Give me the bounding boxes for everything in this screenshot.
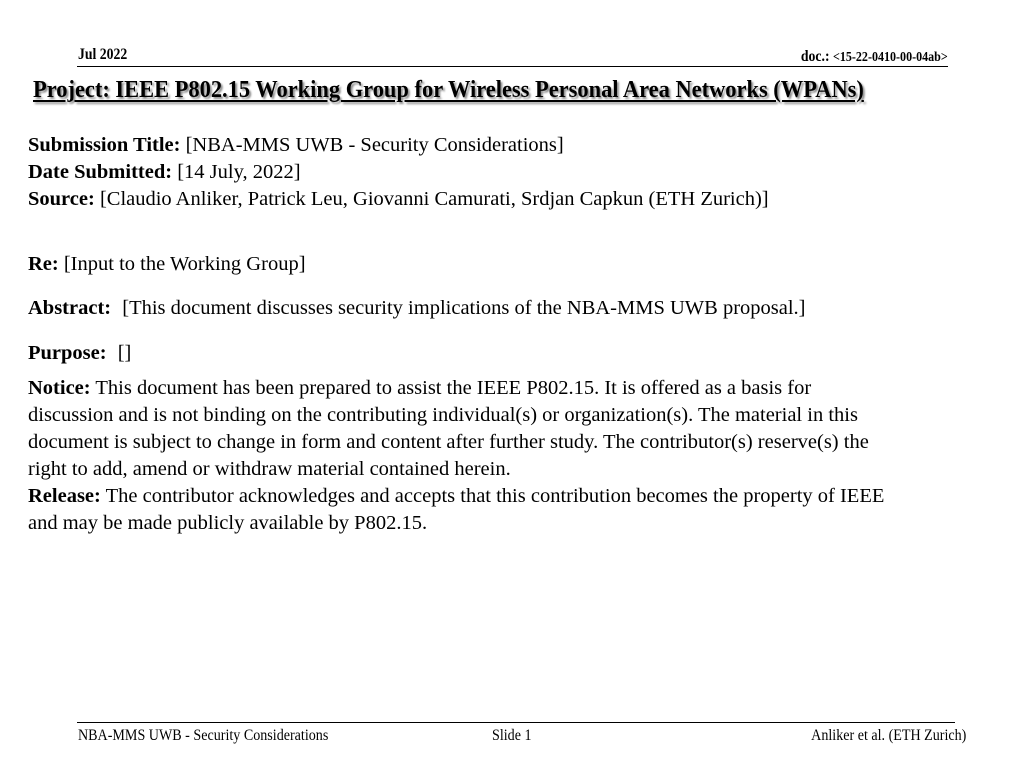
- submission-title-value: [NBA-MMS UWB - Security Considerations]: [185, 134, 564, 156]
- source-value: [Claudio Anliker, Patrick Leu, Giovanni Camurati, Srdjan Capkun (ETH Zurich)]: [99, 188, 769, 210]
- footer-authors: Anliker et al. (ETH Zurich): [810, 727, 966, 744]
- purpose-row: [28, 340, 988, 367]
- submission-title-row: [28, 132, 988, 159]
- re-value: [Input to the Working Group]: [63, 253, 306, 275]
- submission-title-label: Submission Title:: [28, 134, 181, 156]
- date-submitted-value: [14 July, 2022]: [177, 161, 301, 183]
- notice-line: [28, 375, 988, 402]
- doc-label: doc.:: [801, 48, 834, 65]
- source-label: Source:: [28, 188, 95, 210]
- notice-label: Notice:: [28, 377, 91, 399]
- re-row: [28, 251, 988, 278]
- purpose-value: []: [117, 342, 132, 364]
- date-submitted-row: [28, 159, 988, 186]
- abstract-label: Abstract:: [28, 297, 112, 319]
- date-submitted-label: Date Submitted:: [28, 161, 173, 183]
- notice-line: document is subject to change in form and content after further study. The contributor(s) reserve(s) the: [28, 431, 869, 453]
- header-doc-id: [801, 48, 948, 66]
- release-line: [28, 483, 988, 510]
- purpose-label: Purpose:: [28, 342, 107, 364]
- notice-release-block: [28, 375, 988, 537]
- notice-text: This document has been prepared to assist the IEEE P802.15. It is offered as a basis for: [95, 377, 812, 399]
- notice-line: right to add, amend or withdraw material contained herein.: [28, 458, 511, 480]
- re-label: Re:: [28, 253, 59, 275]
- release-label: Release:: [28, 485, 101, 507]
- submission-metadata: [28, 132, 988, 213]
- abstract-value: [This document discusses security implications of the NBA-MMS UWB proposal.]: [122, 297, 806, 319]
- release-text: The contributor acknowledges and accepts that this contribution becomes the property of IEEE: [105, 485, 885, 507]
- source-row: [28, 186, 988, 213]
- footer-title: NBA-MMS UWB - Security Considerations: [78, 727, 329, 744]
- header-date: Jul 2022: [78, 46, 128, 63]
- release-line: and may be made publicly available by P802.15.: [28, 512, 428, 534]
- footer-divider: [77, 722, 955, 723]
- header-divider: [77, 66, 948, 67]
- project-title: Project: IEEE P802.15 Working Group for Wireless Personal Area Networks (WPANs): [33, 77, 864, 103]
- abstract-row: [28, 295, 988, 322]
- doc-number: <15-22-0410-00-04ab>: [833, 50, 948, 65]
- notice-line: discussion and is not binding on the contributing individual(s) or organization(s). The material in this: [28, 404, 858, 426]
- footer-slide-number: Slide 1: [492, 727, 532, 744]
